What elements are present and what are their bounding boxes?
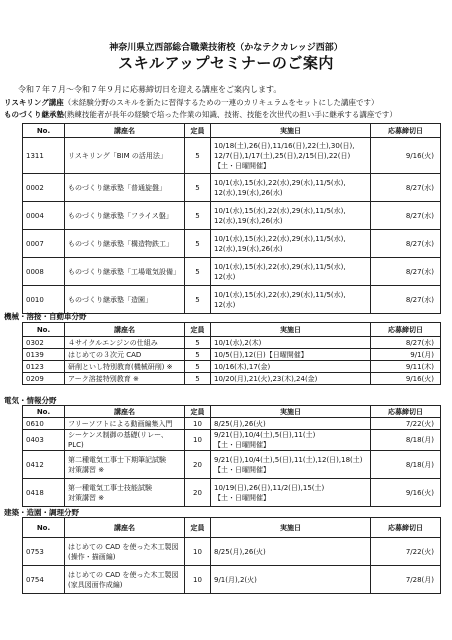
course-capacity: 5 <box>185 174 211 202</box>
header-no: No. <box>23 518 65 538</box>
table-row <box>23 566 441 594</box>
course-number: 0753 <box>23 538 65 566</box>
course-capacity: 5 <box>185 373 211 385</box>
course-name: はじめての３次元 CAD <box>65 349 185 361</box>
course-number: 0754 <box>23 566 65 594</box>
header-course: 講座名 <box>65 323 185 337</box>
page-title: スキルアップセミナーのご案内 <box>118 54 334 72</box>
application-deadline: 9/16(火) <box>371 479 441 507</box>
course-dates: 10/18(土),26(日),11/16(日),22(土),30(日), 12/7(日),1/17(土),25(日),2/15(日),22(日) 【土・日曜開催】 <box>211 138 371 174</box>
course-dates: 10/20(月),21(火),23(木),24(金) <box>211 373 371 385</box>
table-header-row <box>23 323 441 337</box>
course-name: リスキリング「BIM の活用法」 <box>65 138 185 174</box>
course-dates: 8/25(月),26(火) <box>211 538 371 566</box>
course-dates: 10/1(水),15(水),22(水),29(水),11/5(水), 12(水),19(水),26(水) <box>211 230 371 258</box>
table-row <box>23 418 441 430</box>
course-dates: 9/21(日),10/4(土),5(日),11(土),12(日),18(土) 【土・日曜開催】 <box>211 451 371 479</box>
course-dates: 8/25(月),26(火) <box>211 418 371 430</box>
course-number: 1311 <box>23 138 65 174</box>
course-name: ものづくり継承塾「普通旋盤」 <box>65 174 185 202</box>
course-number: 0302 <box>23 337 65 349</box>
course-table <box>22 322 441 385</box>
header-course: 講座名 <box>65 406 185 418</box>
header-course: 講座名 <box>65 518 185 538</box>
course-table <box>22 517 441 594</box>
course-capacity: 10 <box>185 430 211 451</box>
header-no: No. <box>23 124 65 138</box>
course-capacity: 5 <box>185 138 211 174</box>
course-dates: 10/1(水),15(水),22(水),29(水),11/5(水), 12(水),19(水),26(水) <box>211 174 371 202</box>
course-name: 第二種電気工事士下期筆記試験 対策講習 ※ <box>65 451 185 479</box>
application-deadline: 8/18(月) <box>371 430 441 451</box>
course-capacity: 5 <box>185 361 211 373</box>
course-dates: 10/19(日),26(日),11/2(日),15(土) 【土・日曜開催】 <box>211 479 371 507</box>
course-dates: 10/1(水),2(木) <box>211 337 371 349</box>
course-name: シーケンス制御の基礎(リレー、PLC) <box>65 430 185 451</box>
course-name: ものづくり継承塾「フライス盤」 <box>65 202 185 230</box>
course-number: 0412 <box>23 451 65 479</box>
course-name: アーク溶接特別教育 ※ <box>65 373 185 385</box>
course-capacity: 20 <box>185 451 211 479</box>
header-dates: 実施日 <box>211 406 371 418</box>
section-subtitle: （未経験分野のスキルを新たに習得するための一連のカリキュラムをセットにした講座です） <box>63 98 379 107</box>
course-dates: 9/21(日),10/4(土),5(日),11(土) 【土・日曜開催】 <box>211 430 371 451</box>
course-name: 第一種電気工事士技能試験 対策講習 ※ <box>65 479 185 507</box>
course-capacity: 10 <box>185 418 211 430</box>
course-name: ４サイクルエンジンの仕組み <box>65 337 185 349</box>
section-title: ものづくり継承塾 <box>4 110 64 119</box>
course-number: 0002 <box>23 174 65 202</box>
course-number: 0403 <box>23 430 65 451</box>
application-deadline: 8/27(水) <box>371 258 441 286</box>
course-capacity: 5 <box>185 230 211 258</box>
header-dates: 実施日 <box>211 323 371 337</box>
header-no: No. <box>23 323 65 337</box>
table-row <box>23 361 441 373</box>
application-deadline: 9/16(火) <box>371 138 441 174</box>
course-dates: 10/1(水),15(水),22(水),29(水),11/5(水), 12(水) <box>211 258 371 286</box>
table-row <box>23 286 441 314</box>
application-deadline: 8/18(月) <box>371 451 441 479</box>
section-title: 電気・情報分野 <box>4 396 57 405</box>
course-capacity: 20 <box>185 479 211 507</box>
course-capacity: 10 <box>185 538 211 566</box>
course-dates: 9/1(月),2(火) <box>211 566 371 594</box>
course-number: 0610 <box>23 418 65 430</box>
course-capacity: 5 <box>185 258 211 286</box>
table-row <box>23 258 441 286</box>
course-number: 0418 <box>23 479 65 507</box>
course-dates: 10/1(水),15(水),22(水),29(水),11/5(水), 12(水),19(水),26(水) <box>211 202 371 230</box>
table-row <box>23 174 441 202</box>
table-row <box>23 138 441 174</box>
table-header-row <box>23 518 441 538</box>
course-name: 研削といし特別教育(機械研削) ※ <box>65 361 185 373</box>
course-capacity: 10 <box>185 566 211 594</box>
course-table <box>22 405 441 507</box>
header-course: 講座名 <box>65 124 185 138</box>
course-number: 0139 <box>23 349 65 361</box>
table-header-row <box>23 124 441 138</box>
section-heading <box>4 109 397 120</box>
table-row <box>23 337 441 349</box>
application-deadline: 9/16(火) <box>371 373 441 385</box>
header-dates: 実施日 <box>211 124 371 138</box>
course-name: ものづくり継承塾「工場電気設備」 <box>65 258 185 286</box>
course-name: ものづくり継承塾「構造物鉄工」 <box>65 230 185 258</box>
header-dates: 実施日 <box>211 518 371 538</box>
header-deadline: 応募締切日 <box>371 124 441 138</box>
course-dates: 10/5(日),12(日)【日曜開催】 <box>211 349 371 361</box>
section-title: 機械・溶接・自動車分野 <box>4 312 87 321</box>
course-number: 0209 <box>23 373 65 385</box>
table-row <box>23 230 441 258</box>
section-title: 建築・造園・調理分野 <box>4 508 79 517</box>
application-deadline: 9/1(月) <box>371 349 441 361</box>
table-row <box>23 202 441 230</box>
table-header-row <box>23 406 441 418</box>
course-table <box>22 123 441 314</box>
header-deadline: 応募締切日 <box>371 406 441 418</box>
course-dates: 10/1(水),15(水),22(水),29(水),11/5(水), 12(水) <box>211 286 371 314</box>
table-row <box>23 479 441 507</box>
course-name: はじめての CAD を使った木工製図 (家具図面作成編) <box>65 566 185 594</box>
course-number: 0010 <box>23 286 65 314</box>
course-capacity: 5 <box>185 349 211 361</box>
course-name: はじめての CAD を使った木工製図 (操作・描画編) <box>65 538 185 566</box>
course-number: 0008 <box>23 258 65 286</box>
application-deadline: 9/11(木) <box>371 361 441 373</box>
course-capacity: 5 <box>185 286 211 314</box>
application-deadline: 7/22(火) <box>371 538 441 566</box>
school-name: 神奈川県立西部総合職業技術校（かなテクカレッジ西部） <box>109 43 343 53</box>
table-row <box>23 430 441 451</box>
header-capacity: 定員 <box>185 406 211 418</box>
course-number: 0007 <box>23 230 65 258</box>
header-deadline: 応募締切日 <box>371 518 441 538</box>
application-deadline: 7/28(月) <box>371 566 441 594</box>
table-row <box>23 538 441 566</box>
course-dates: 10/16(木),17(金) <box>211 361 371 373</box>
course-capacity: 5 <box>185 337 211 349</box>
course-name: フリーソフトによる動画編集入門 <box>65 418 185 430</box>
header-deadline: 応募締切日 <box>371 323 441 337</box>
table-row <box>23 373 441 385</box>
course-number: 0123 <box>23 361 65 373</box>
application-deadline: 8/27(水) <box>371 286 441 314</box>
table-row <box>23 451 441 479</box>
table-row <box>23 349 441 361</box>
application-deadline: 8/27(水) <box>371 174 441 202</box>
section-subtitle: (熟練技能者が長年の経験で培った作業の知識、技術、技能を次世代の担い手に継承する講座です） <box>64 110 397 119</box>
header-capacity: 定員 <box>185 124 211 138</box>
header-capacity: 定員 <box>185 323 211 337</box>
course-number: 0004 <box>23 202 65 230</box>
application-deadline: 8/27(水) <box>371 202 441 230</box>
section-title: リスキリング講座 <box>4 98 64 107</box>
course-name: ものづくり継承塾「造園」 <box>65 286 185 314</box>
section-heading <box>4 97 379 108</box>
application-deadline: 8/27(水) <box>371 230 441 258</box>
application-deadline: 8/27(水) <box>371 337 441 349</box>
section-heading <box>4 311 87 322</box>
course-capacity: 5 <box>185 202 211 230</box>
header-capacity: 定員 <box>185 518 211 538</box>
header-no: No. <box>23 406 65 418</box>
intro-text: 令和７年７月～令和７年９月に応募締切日を迎える講座をご案内します。 <box>18 85 282 94</box>
application-deadline: 7/22(火) <box>371 418 441 430</box>
